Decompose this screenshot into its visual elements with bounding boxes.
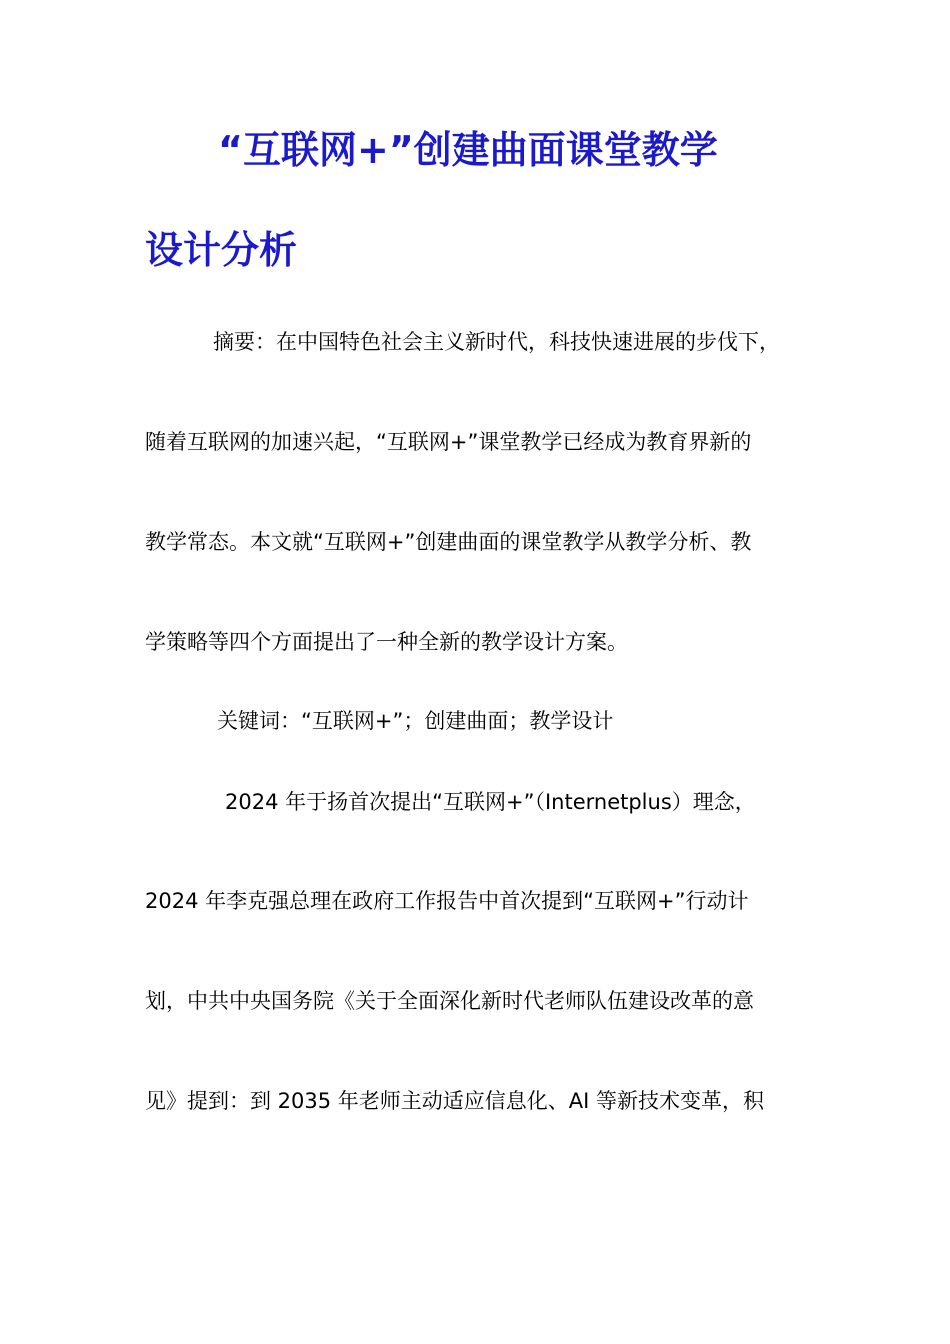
keywords-line: 关键词：“互联网+”；创建曲面；教学设计 xyxy=(217,709,614,733)
body-line-3: 划，中共中央国务院《关于全面深化新时代老师队伍建设改革的意 xyxy=(145,989,754,1013)
abstract-line-2: 随着互联网的加速兴起，“互联网+”课堂教学已经成为教育界新的 xyxy=(145,430,752,454)
abstract-line-4: 学策略等四个方面提出了一种全新的教学设计方案。 xyxy=(145,630,628,654)
abstract-line-3: 教学常态。本文就“互联网+”创建曲面的课堂教学从教学分析、教 xyxy=(145,530,752,554)
document-title-line-2: 设计分析 xyxy=(145,228,298,272)
body-line-4: 见》提到：到 2035 年老师主动适应信息化、AI 等新技术变革，积 xyxy=(145,1089,765,1113)
document-title-line-1: “互联网+”创建曲面课堂教学 xyxy=(218,128,718,172)
abstract-line-1: 摘要：在中国特色社会主义新时代，科技快速进展的步伐下， xyxy=(213,330,780,354)
body-line-2: 2024 年李克强总理在政府工作报告中首次提到“互联网+”行动计 xyxy=(145,889,749,913)
body-line-1: 2024 年于扬首次提出“互联网+”（Internetplus）理念， xyxy=(225,790,756,814)
